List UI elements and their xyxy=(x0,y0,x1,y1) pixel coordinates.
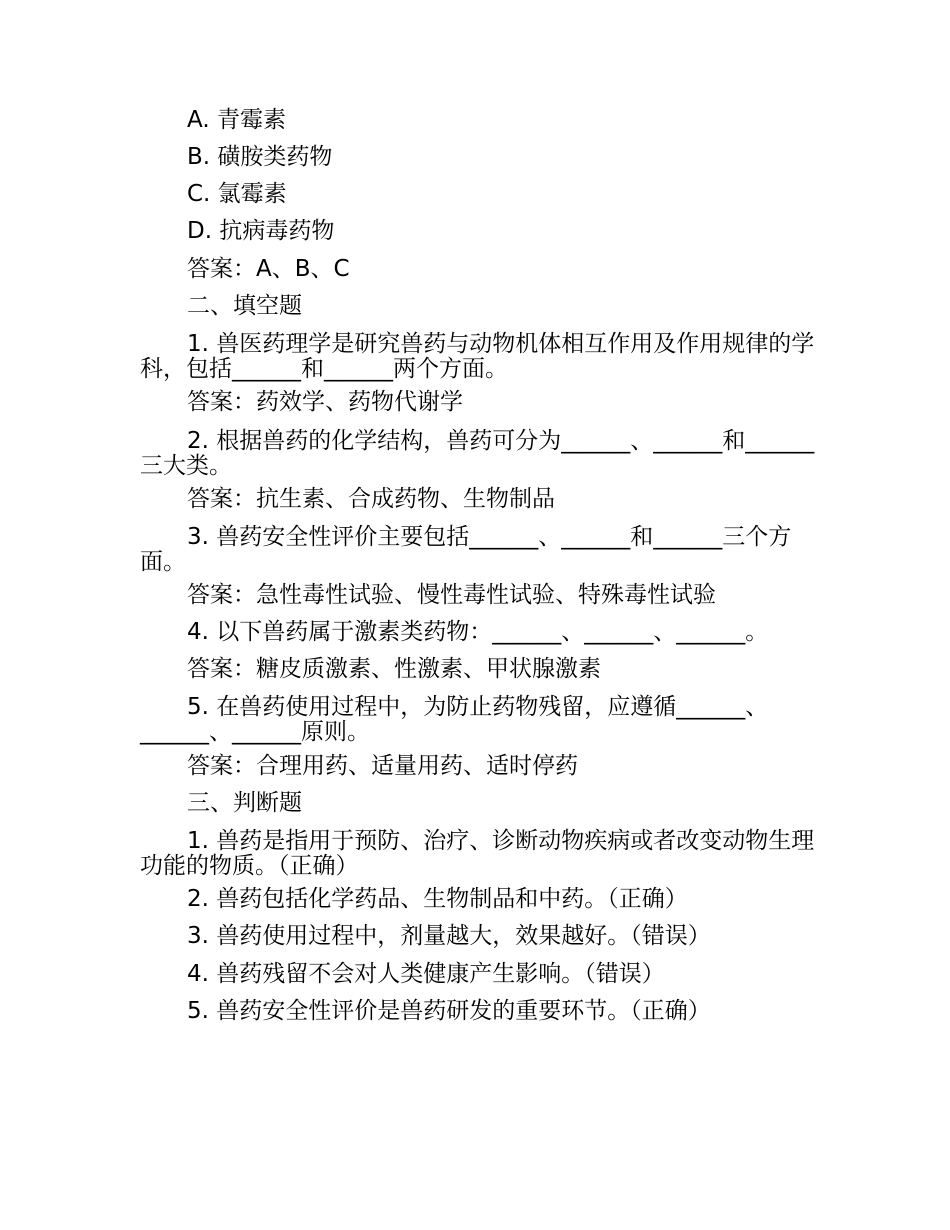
section-heading-judge: 三、判断题 xyxy=(187,790,302,816)
fill-answer-1: 答案：药效学、药物代谢学 xyxy=(187,389,463,415)
fill-question-1: 1. 兽医药理学是研究兽药与动物机体相互作用及作用规律的学科，包括______和______两个方面。 xyxy=(140,331,815,382)
option-b: B. 磺胺类药物 xyxy=(187,144,333,170)
answer-mc: 答案：A、B、C xyxy=(187,256,350,282)
fill-answer-2: 答案：抗生素、合成药物、生物制品 xyxy=(187,486,555,512)
judge-item-4: 4. 兽药残留不会对人类健康产生影响。（错误） xyxy=(187,961,665,987)
fill-answer-5: 答案：合理用药、适量用药、适时停药 xyxy=(187,753,578,779)
judge-item-1: 1. 兽药是指用于预防、治疗、诊断动物疾病或者改变动物生理功能的物质。（正确） xyxy=(140,828,815,879)
fill-question-3: 3. 兽药安全性评价主要包括______、______和______三个方面。 xyxy=(140,524,792,575)
option-a: A. 青霉素 xyxy=(187,107,286,133)
option-d: D. 抗病毒药物 xyxy=(187,218,335,244)
option-c: C. 氯霉素 xyxy=(187,181,287,207)
section-heading-fill: 二、填空题 xyxy=(187,293,302,319)
judge-item-2: 2. 兽药包括化学药品、生物制品和中药。（正确） xyxy=(187,886,688,912)
fill-answer-4: 答案：糖皮质激素、性激素、甲状腺激素 xyxy=(187,656,601,682)
fill-answer-3: 答案：急性毒性试验、慢性毒性试验、特殊毒性试验 xyxy=(187,582,716,608)
judge-item-5: 5. 兽药安全性评价是兽药研发的重要环节。（正确） xyxy=(187,998,711,1024)
fill-question-2: 2. 根据兽药的化学结构，兽药可分为______、______和______三大类。 xyxy=(140,428,815,479)
fill-question-5: 5. 在兽药使用过程中，为防止药物残留，应遵循______、______、______原则。 xyxy=(140,694,769,745)
fill-question-4: 4. 以下兽药属于激素类药物：______、______、______。 xyxy=(187,619,769,645)
judge-item-3: 3. 兽药使用过程中，剂量越大，效果越好。（错误） xyxy=(187,923,711,949)
